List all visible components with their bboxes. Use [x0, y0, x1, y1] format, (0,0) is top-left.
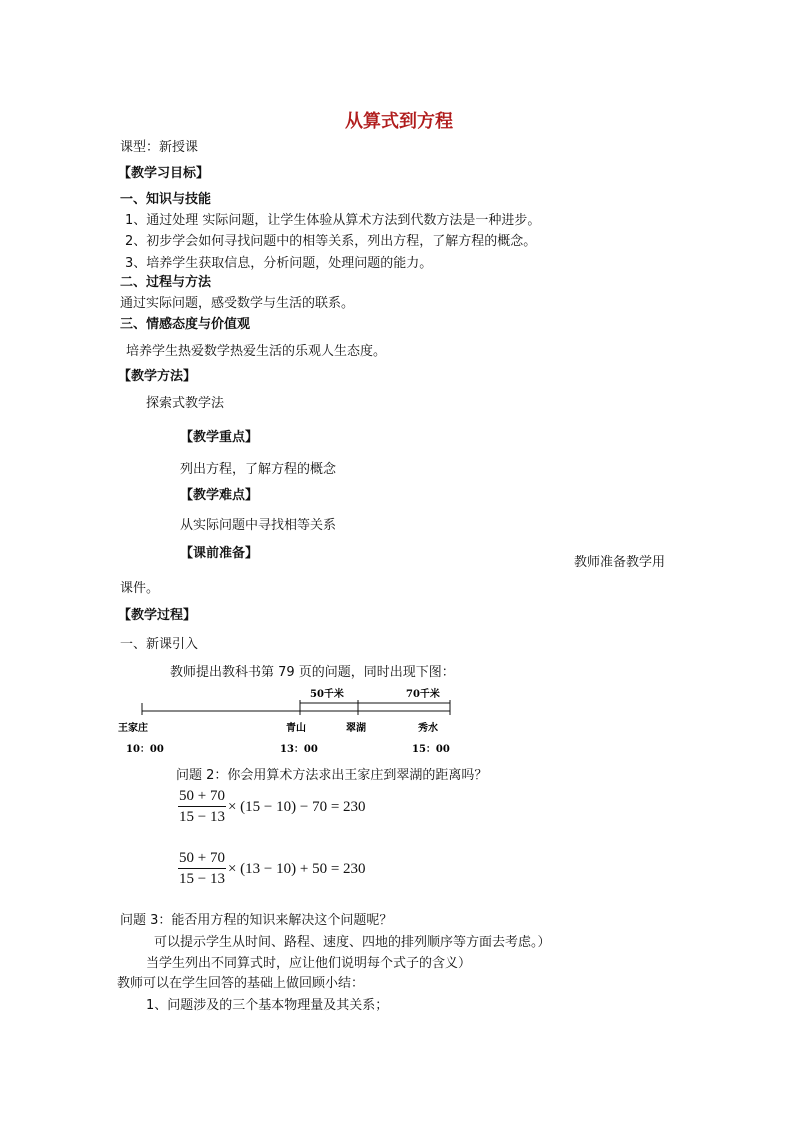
place-xiushui: 秀水 [418, 723, 438, 734]
time-13: 13：00 [280, 744, 318, 755]
objectives-heading: 【教学习目标】 [118, 166, 210, 181]
intro-heading: 一、新课引入 [120, 637, 199, 652]
preparation-heading: 【课前准备】 [180, 546, 259, 561]
route-diagram [110, 684, 480, 764]
knowledge-heading: 一、知识与技能 [120, 192, 212, 207]
place-wangjiazhuang: 王家庄 [118, 723, 148, 734]
formula-2-denominator: 15 − 13 [179, 871, 225, 887]
formula-2-rest: × (13 − 10) + 50 = 230 [227, 860, 366, 877]
method-text: 探索式教学法 [146, 396, 225, 411]
knowledge-item-3: 3、培养学生获取信息，分析问题，处理问题的能力。 [125, 256, 433, 271]
label-50km: 50千米 [310, 689, 344, 700]
formula-2-numerator: 50 + 70 [178, 849, 226, 869]
preparation-text: 教师准备教学用 [574, 555, 666, 570]
formula-1-fraction [178, 787, 226, 826]
formula-1-rest: × (15 − 10) − 70 = 230 [227, 798, 366, 815]
place-cuihu: 翠湖 [346, 723, 366, 734]
teaching-process-heading: 【教学过程】 [118, 608, 197, 623]
attitude-text: 培养学生热爱数学热爱生活的乐观人生态度。 [126, 344, 387, 359]
knowledge-item-1: 1、通过处理 实际问题，让学生体验从算术方法到代数方法是一种进步。 [125, 213, 541, 228]
hint-1: 可以提示学生从时间、路程、速度、四地的排列顺序等方面去考虑。） [154, 935, 551, 950]
method-heading: 【教学方法】 [118, 369, 197, 384]
formula-2 [178, 849, 366, 888]
preparation-text-cont: 课件。 [120, 581, 160, 596]
difficulty-heading: 【教学难点】 [180, 488, 259, 503]
time-10: 10：00 [126, 744, 164, 755]
key-point-text: 列出方程，了解方程的概念 [180, 462, 337, 477]
summary-intro: 教师可以在学生回答的基础上做回顾小结： [117, 976, 365, 991]
summary-item-1: 1、问题涉及的三个基本物理量及其关系； [146, 998, 389, 1013]
process-method-heading: 二、过程与方法 [120, 275, 212, 290]
attitude-heading: 三、情感态度与价值观 [120, 317, 251, 332]
hint-2: 当学生列出不同算式时，应让他们说明每个式子的含义） [146, 956, 472, 971]
time-15: 15：00 [412, 744, 450, 755]
difficulty-text: 从实际问题中寻找相等关系 [180, 518, 337, 533]
place-qingshan: 青山 [286, 723, 306, 734]
lesson-type: 课型：新授课 [120, 140, 199, 155]
teacher-line: 教师提出教科书第 79 页的问题，同时出现下图： [170, 665, 455, 680]
process-method-text: 通过实际问题，感受数学与生活的联系。 [120, 296, 355, 311]
formula-1 [178, 787, 366, 826]
key-point-heading: 【教学重点】 [180, 430, 259, 445]
knowledge-item-2: 2、初步学会如何寻找问题中的相等关系，列出方程，了解方程的概念。 [125, 234, 537, 249]
label-70km: 70千米 [406, 689, 440, 700]
formula-2-fraction [178, 849, 226, 888]
formula-1-denominator: 15 − 13 [179, 809, 225, 825]
page-title: 从算式到方程 [345, 111, 453, 132]
question-2: 问题 2：你会用算术方法求出王家庄到翠湖的距离吗？ [176, 768, 488, 783]
formula-1-numerator: 50 + 70 [178, 787, 226, 807]
question-3: 问题 3：能否用方程的知识来解决这个问题呢？ [120, 913, 393, 928]
